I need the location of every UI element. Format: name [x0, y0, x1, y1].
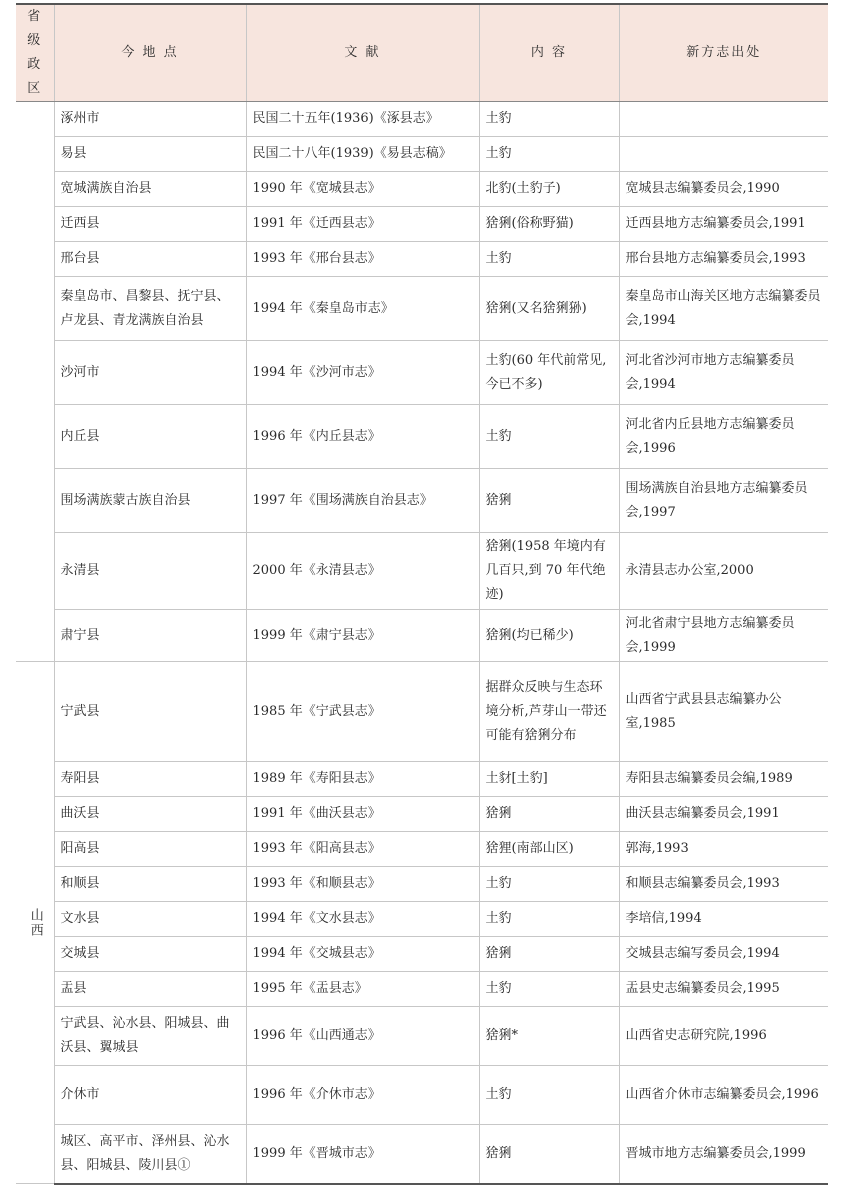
place-cell: 宁武县、沁水县、阳城县、曲沃县、翼城县 [54, 1007, 246, 1066]
source-cell: 交城县志编写委员会,1994 [619, 937, 828, 972]
content-cell: 猞猁(均已稀少) [479, 610, 619, 662]
place-cell: 盂县 [54, 972, 246, 1007]
content-cell: 北豹(土豹子) [479, 172, 619, 207]
place-cell: 和顺县 [54, 867, 246, 902]
source-cell: 宽城县志编纂委员会,1990 [619, 172, 828, 207]
source-cell: 永清县志办公室,2000 [619, 533, 828, 610]
content-cell: 猞猁(1958 年境内有几百只,到 70 年代绝迹) [479, 533, 619, 610]
header-row [16, 4, 828, 102]
place-cell: 曲沃县 [54, 797, 246, 832]
table-row [16, 242, 828, 277]
table-body [16, 102, 828, 1184]
place-cell: 易县 [54, 137, 246, 172]
content-cell: 土豹 [479, 867, 619, 902]
content-cell: 猞狸(南部山区) [479, 832, 619, 867]
literature-cell: 1993 年《和顺县志》 [246, 867, 479, 902]
place-cell: 内丘县 [54, 405, 246, 469]
source-cell [619, 102, 828, 137]
literature-cell: 1994 年《文水县志》 [246, 902, 479, 937]
header-literature: 文 献 [246, 4, 479, 102]
literature-cell: 2000 年《永清县志》 [246, 533, 479, 610]
content-cell: 土豺[土豹] [479, 762, 619, 797]
literature-cell: 1991 年《曲沃县志》 [246, 797, 479, 832]
literature-cell: 1985 年《宁武县志》 [246, 662, 479, 762]
source-cell: 河北省内丘县地方志编纂委员会,1996 [619, 405, 828, 469]
content-cell: 猞猁* [479, 1007, 619, 1066]
literature-cell: 1994 年《沙河市志》 [246, 341, 479, 405]
table-row [16, 797, 828, 832]
source-cell: 郭海,1993 [619, 832, 828, 867]
place-cell: 围场满族蒙古族自治县 [54, 469, 246, 533]
place-cell: 秦皇岛市、昌黎县、抚宁县、卢龙县、青龙满族自治县 [54, 277, 246, 341]
source-cell [619, 137, 828, 172]
source-cell: 山西省史志研究院,1996 [619, 1007, 828, 1066]
source-cell: 河北省肃宁县地方志编纂委员会,1999 [619, 610, 828, 662]
content-cell: 土豹 [479, 405, 619, 469]
table-row [16, 867, 828, 902]
literature-cell: 民国二十五年(1936)《涿县志》 [246, 102, 479, 137]
source-cell: 和顺县志编纂委员会,1993 [619, 867, 828, 902]
source-cell: 邢台县地方志编纂委员会,1993 [619, 242, 828, 277]
place-cell: 交城县 [54, 937, 246, 972]
table-row [16, 762, 828, 797]
table-header [16, 4, 828, 102]
literature-cell: 1996 年《山西通志》 [246, 1007, 479, 1066]
source-cell: 盂县史志编纂委员会,1995 [619, 972, 828, 1007]
table-row [16, 207, 828, 242]
place-cell: 寿阳县 [54, 762, 246, 797]
content-cell: 土豹 [479, 902, 619, 937]
literature-cell: 1993 年《阳高县志》 [246, 832, 479, 867]
table-row [16, 1007, 828, 1066]
table-row [16, 277, 828, 341]
content-cell: 猞猁 [479, 937, 619, 972]
content-cell: 猞猁(俗称野猫) [479, 207, 619, 242]
content-cell: 猞猁 [479, 797, 619, 832]
content-cell: 土豹 [479, 1066, 619, 1125]
table-row [16, 662, 828, 762]
content-cell: 土豹(60 年代前常见,今已不多) [479, 341, 619, 405]
source-cell: 晋城市地方志编纂委员会,1999 [619, 1125, 828, 1184]
literature-cell: 1999 年《晋城市志》 [246, 1125, 479, 1184]
literature-cell: 1997 年《围场满族自治县志》 [246, 469, 479, 533]
table-row [16, 533, 828, 610]
table-row [16, 1125, 828, 1184]
province-cell: 山西 [16, 662, 54, 1184]
literature-cell: 1991 年《迁西县志》 [246, 207, 479, 242]
table-row [16, 1066, 828, 1125]
place-cell: 邢台县 [54, 242, 246, 277]
place-cell: 永清县 [54, 533, 246, 610]
place-cell: 城区、高平市、泽州县、沁水县、阳城县、陵川县① [54, 1125, 246, 1184]
place-cell: 沙河市 [54, 341, 246, 405]
table-row [16, 405, 828, 469]
header-place: 今 地 点 [54, 4, 246, 102]
records-table [16, 3, 828, 1185]
header-province: 省级政区 [16, 4, 54, 102]
source-cell: 曲沃县志编纂委员会,1991 [619, 797, 828, 832]
content-cell: 土豹 [479, 102, 619, 137]
place-cell: 涿州市 [54, 102, 246, 137]
literature-cell: 1993 年《邢台县志》 [246, 242, 479, 277]
content-cell: 据群众反映与生态环境分析,芦芽山一带还可能有猞猁分布 [479, 662, 619, 762]
literature-cell: 1996 年《介休市志》 [246, 1066, 479, 1125]
place-cell: 介休市 [54, 1066, 246, 1125]
literature-cell: 1990 年《宽城县志》 [246, 172, 479, 207]
literature-cell: 1994 年《秦皇岛市志》 [246, 277, 479, 341]
content-cell: 土豹 [479, 972, 619, 1007]
source-cell: 河北省沙河市地方志编纂委员会,1994 [619, 341, 828, 405]
table-row [16, 832, 828, 867]
literature-cell: 民国二十八年(1939)《易县志稿》 [246, 137, 479, 172]
source-cell: 山西省宁武县县志编纂办公室,1985 [619, 662, 828, 762]
province-cell [16, 102, 54, 662]
source-cell: 山西省介休市志编纂委员会,1996 [619, 1066, 828, 1125]
place-cell: 迁西县 [54, 207, 246, 242]
literature-cell: 1994 年《交城县志》 [246, 937, 479, 972]
content-cell: 土豹 [479, 137, 619, 172]
source-cell: 围场满族自治县地方志编纂委员会,1997 [619, 469, 828, 533]
table-row [16, 102, 828, 137]
place-cell: 宽城满族自治县 [54, 172, 246, 207]
source-cell: 秦皇岛市山海关区地方志编纂委员会,1994 [619, 277, 828, 341]
place-cell: 宁武县 [54, 662, 246, 762]
content-cell: 猞猁 [479, 469, 619, 533]
source-cell: 寿阳县志编纂委员会编,1989 [619, 762, 828, 797]
table-row [16, 341, 828, 405]
place-cell: 文水县 [54, 902, 246, 937]
table-row [16, 172, 828, 207]
table-row [16, 137, 828, 172]
literature-cell: 1999 年《肃宁县志》 [246, 610, 479, 662]
place-cell: 肃宁县 [54, 610, 246, 662]
table-row [16, 937, 828, 972]
literature-cell: 1989 年《寿阳县志》 [246, 762, 479, 797]
table-row [16, 610, 828, 662]
header-content: 内 容 [479, 4, 619, 102]
source-cell: 迁西县地方志编纂委员会,1991 [619, 207, 828, 242]
table-row [16, 469, 828, 533]
header-source: 新方志出处 [619, 4, 828, 102]
place-cell: 阳高县 [54, 832, 246, 867]
literature-cell: 1996 年《内丘县志》 [246, 405, 479, 469]
content-cell: 猞猁(又名猞猁狲) [479, 277, 619, 341]
source-cell: 李培信,1994 [619, 902, 828, 937]
literature-cell: 1995 年《盂县志》 [246, 972, 479, 1007]
table-row [16, 972, 828, 1007]
content-cell: 土豹 [479, 242, 619, 277]
content-cell: 猞猁 [479, 1125, 619, 1184]
table-row [16, 902, 828, 937]
